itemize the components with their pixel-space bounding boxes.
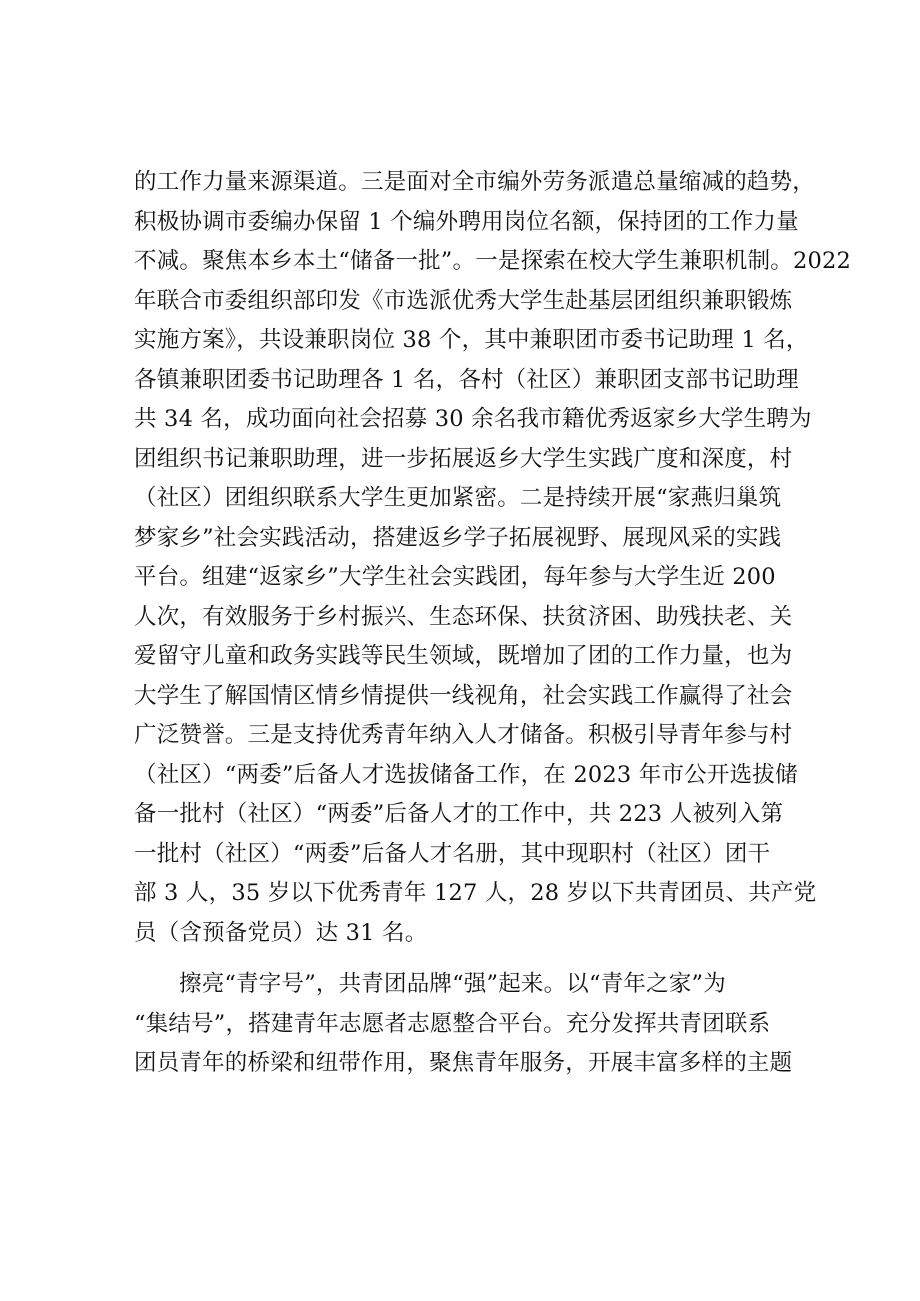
text-line: 大学生了解国情区情乡情提供一线视角，社会实践工作赢得了社会 <box>134 682 793 709</box>
document-body <box>134 163 852 1084</box>
text-line: 梦家乡”社会实践活动，搭建返乡学子拓展视野、展现风采的实践 <box>134 524 782 551</box>
text-line: 一批村（社区）“两委”后备人才名册，其中现职村（社区）团干 <box>134 840 771 867</box>
text-line: 爱留守儿童和政务实践等民生领域，既增加了团的工作力量，也为 <box>134 643 793 669</box>
text-line: 团员青年的桥梁和纽带作用，聚焦青年服务，开展丰富多样的主题 <box>134 1050 793 1076</box>
text-line: 员（含预备党员）达 31 名。 <box>134 919 428 946</box>
text-line: 实施方案》，共设兼职岗位 38 个，其中兼职团市委书记助理 1 名， <box>134 327 809 353</box>
text-line: （社区）“两委”后备人才选拔储备工作，在 2023 年市公开选拔储 <box>134 761 798 788</box>
text-line: 广泛赞誉。三是支持优秀青年纳入人才储备。积极引导青年参与村 <box>134 722 793 748</box>
paragraph-1 <box>134 163 852 953</box>
text-line: 共 34 名，成功面向社会招募 30 余名我市籍优秀返家乡大学生聘为 <box>134 406 812 432</box>
text-line: 人次，有效服务于乡村振兴、生态环保、扶贫济困、助残扶老、关 <box>134 603 793 630</box>
text-line: 擦亮“青字号”，共青团品牌“强”起来。以“青年之家”为 <box>179 971 726 997</box>
text-line: 的工作力量来源渠道。三是面对全市编外劳务派遣总量缩减的趋势， <box>134 169 816 195</box>
text-line: 积极协调市委编办保留 1 个编外聘用岗位名额，保持团的工作力量 <box>134 208 799 235</box>
text-line: 平台。组建“返家乡”大学生社会实践团，每年参与大学生近 200 <box>134 564 776 590</box>
text-line: 不减。聚焦本乡本土“储备一批”。一是探索在校大学生兼职机制。2022 <box>134 248 852 274</box>
text-line: 部 3 人，35 岁以下优秀青年 127 人，28 岁以下共青团员、共产党 <box>134 880 817 906</box>
paragraph-spacer <box>134 953 802 965</box>
paragraph-2 <box>134 965 802 1084</box>
text-line: 年联合市委组织部印发《市选派优秀大学生赴基层团组织兼职锻炼 <box>134 287 793 314</box>
text-line: 各镇兼职团委书记助理各 1 名，各村（社区）兼职团支部书记助理 <box>134 366 799 393</box>
text-line: 团组织书记兼职助理，进一步拓展返乡大学生实践广度和深度，村 <box>134 445 793 472</box>
text-line: 备一批村（社区）“两委”后备人才的工作中，共 223 人被列入第 <box>134 801 784 827</box>
text-line: “集结号”，搭建青年志愿者志愿整合平台。充分发挥共青团联系 <box>134 1010 771 1037</box>
text-line: （社区）团组织联系大学生更加紧密。二是持续开展“家燕归巢筑 <box>134 485 782 511</box>
